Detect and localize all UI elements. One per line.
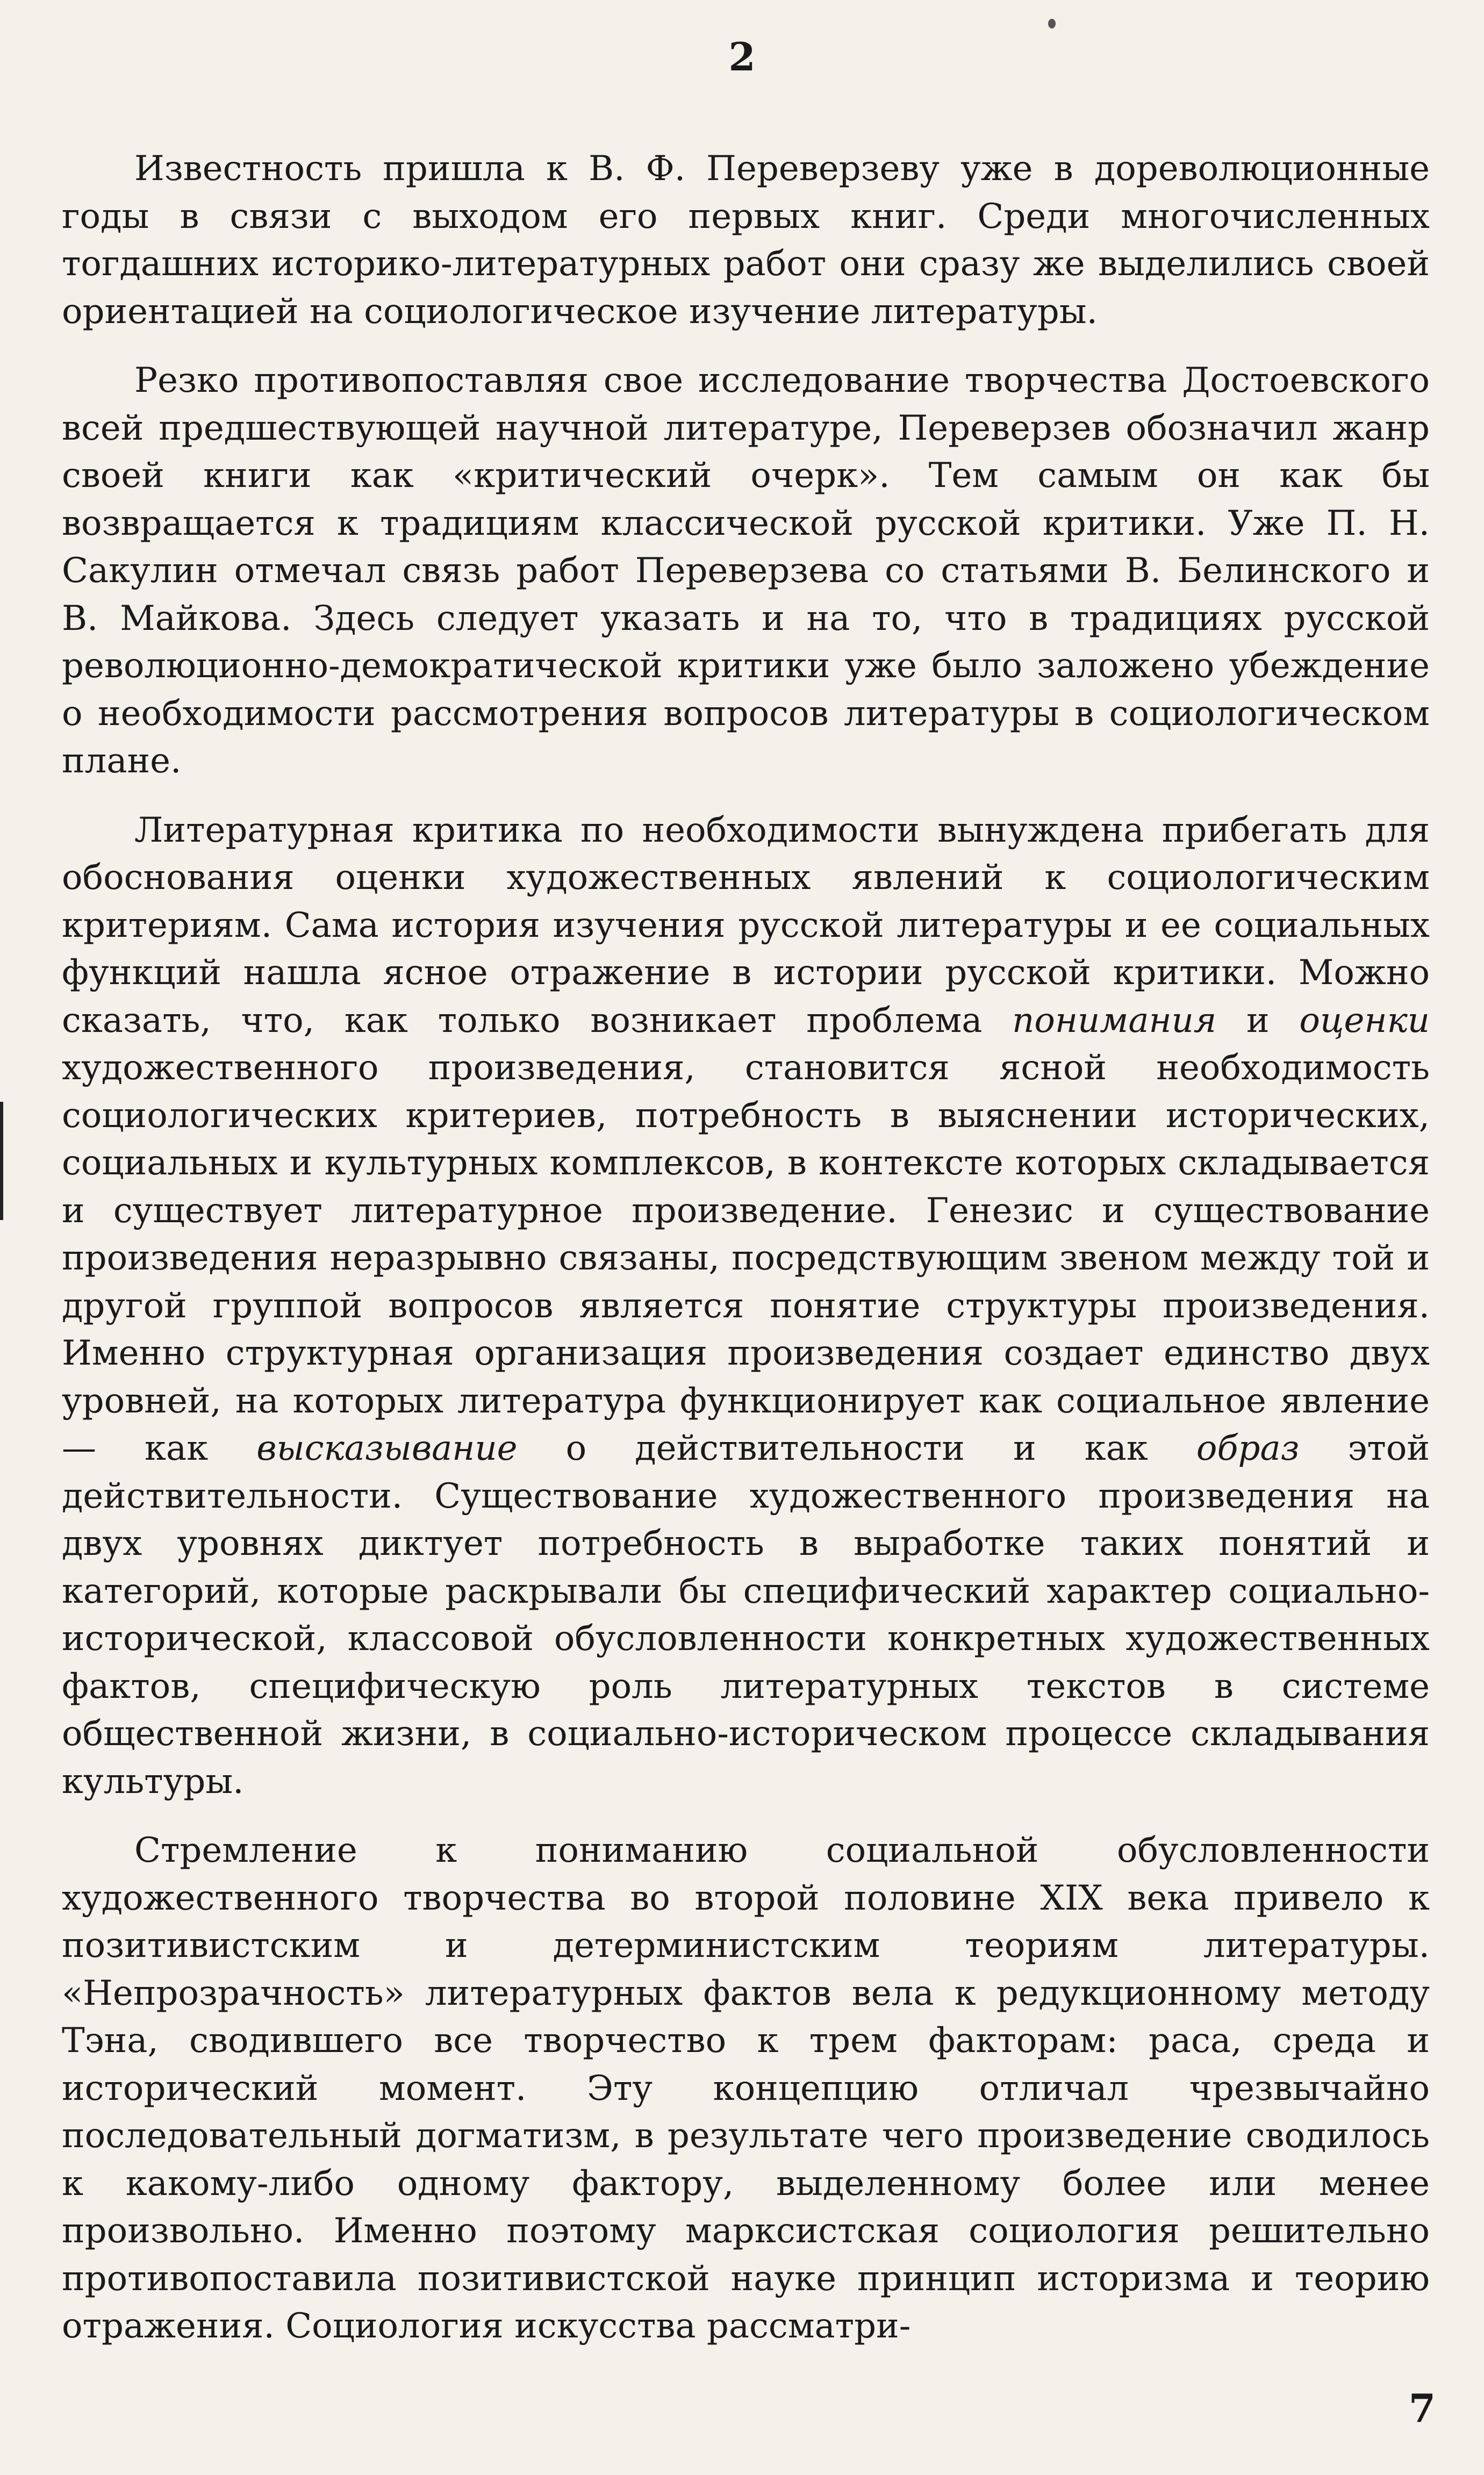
paragraph-3-text-1: Литературная критика по необходимости вынуждена прибегать для обоснования оценки художественных явлений к социологическим критериям. Сама история изучения русской литературы и ее социальных функций нашла ясное отражение в истории русской критики. Можно сказать, что, как только возникает проблема [62, 810, 1430, 1041]
paragraph-3-text-5: этой действительности. Существование художественного произведения на двух уровнях диктует потребность в выработке таких понятий и категорий, которые раскрывали бы специфический характер социально-исторической, классовой обусловленности конкретных художественных фактов, специфическую роль литературных текстов в системе общественной жизни, в социально-историческом процессе складывания культуры. [62, 1429, 1430, 1802]
margin-mark [0, 1102, 3, 1220]
italic-term-obraz: образ [1196, 1429, 1300, 1468]
print-speck [1048, 19, 1056, 28]
paragraph-3-text-2: и [1216, 1000, 1300, 1041]
paragraph-4: Стремление к пониманию социальной обусловленности художественного творчества во второй половине XIX века привело к позитивистским и детерминистским теориям литературы. «Непрозрачность» литературных фактов вела к редукционному методу Тэна, сводившего все творчество к трем факторам: раса, среда и исторический момент. Эту концепцию отличал чрезвычайно последовательный догматизм, в результате чего произведение сводилось к какому-либо одному фактору, выделенному более или менее произвольно. Именно поэтому марксистская социология решительно противопоставила позитивистской науке принцип историзма и теорию отражения. Социология искусства рассматри- [62, 1831, 1430, 2346]
italic-term-otsenki: оценки [1299, 1000, 1430, 1041]
page-number: 7 [1408, 2385, 1436, 2431]
paragraph-3-text-3: художественного произведения, становится ясной необходимость социологических критериев, потребность в выяснении исторических, социальных и культурных комплексов, в контексте которых складывается и существует литературное произведение. Генезис и существование произведения неразрывно связаны, посредствующим звеном между той и другой группой вопросов является понятие структуры произведения. Именно структурная организация произведения создает единство двух уровней, на которых литература функционирует как социальное явление — как [62, 1048, 1430, 1468]
section-number: 2 [728, 34, 756, 80]
paragraph-3-text-4: о действительности и как [517, 1429, 1196, 1468]
paragraph-1: Известность пришла к В. Ф. Переверзеву уже в дореволюционные годы в связи с выходом его первых книг. Среди многочисленных тогдашних историко-литературных работ они сразу же выделились своей ориентацией на социологическое изучение литературы. [62, 149, 1430, 332]
body-text [62, 145, 1430, 2372]
paragraph-3 [62, 807, 1430, 1806]
italic-term-vyskazyvanie: высказывание [256, 1429, 518, 1468]
paragraph-2: Резко противопоставляя свое исследование творчества Достоевского всей предшествующей научной литературе, Переверзев обозначил жанр своей книги как «критический очерк». Тем самым он как бы возвращается к традициям классической русской критики. Уже П. Н. Сакулин отмечал связь работ Переверзева со статьями В. Белинского и В. Майкова. Здесь следует указать и на то, что в традициях русской революционно-демократической критики уже было заложено убеждение о необходимости рассмотрения вопросов литературы в социологическом плане. [62, 361, 1430, 781]
italic-term-ponimaniya: понимания [1012, 1000, 1217, 1041]
